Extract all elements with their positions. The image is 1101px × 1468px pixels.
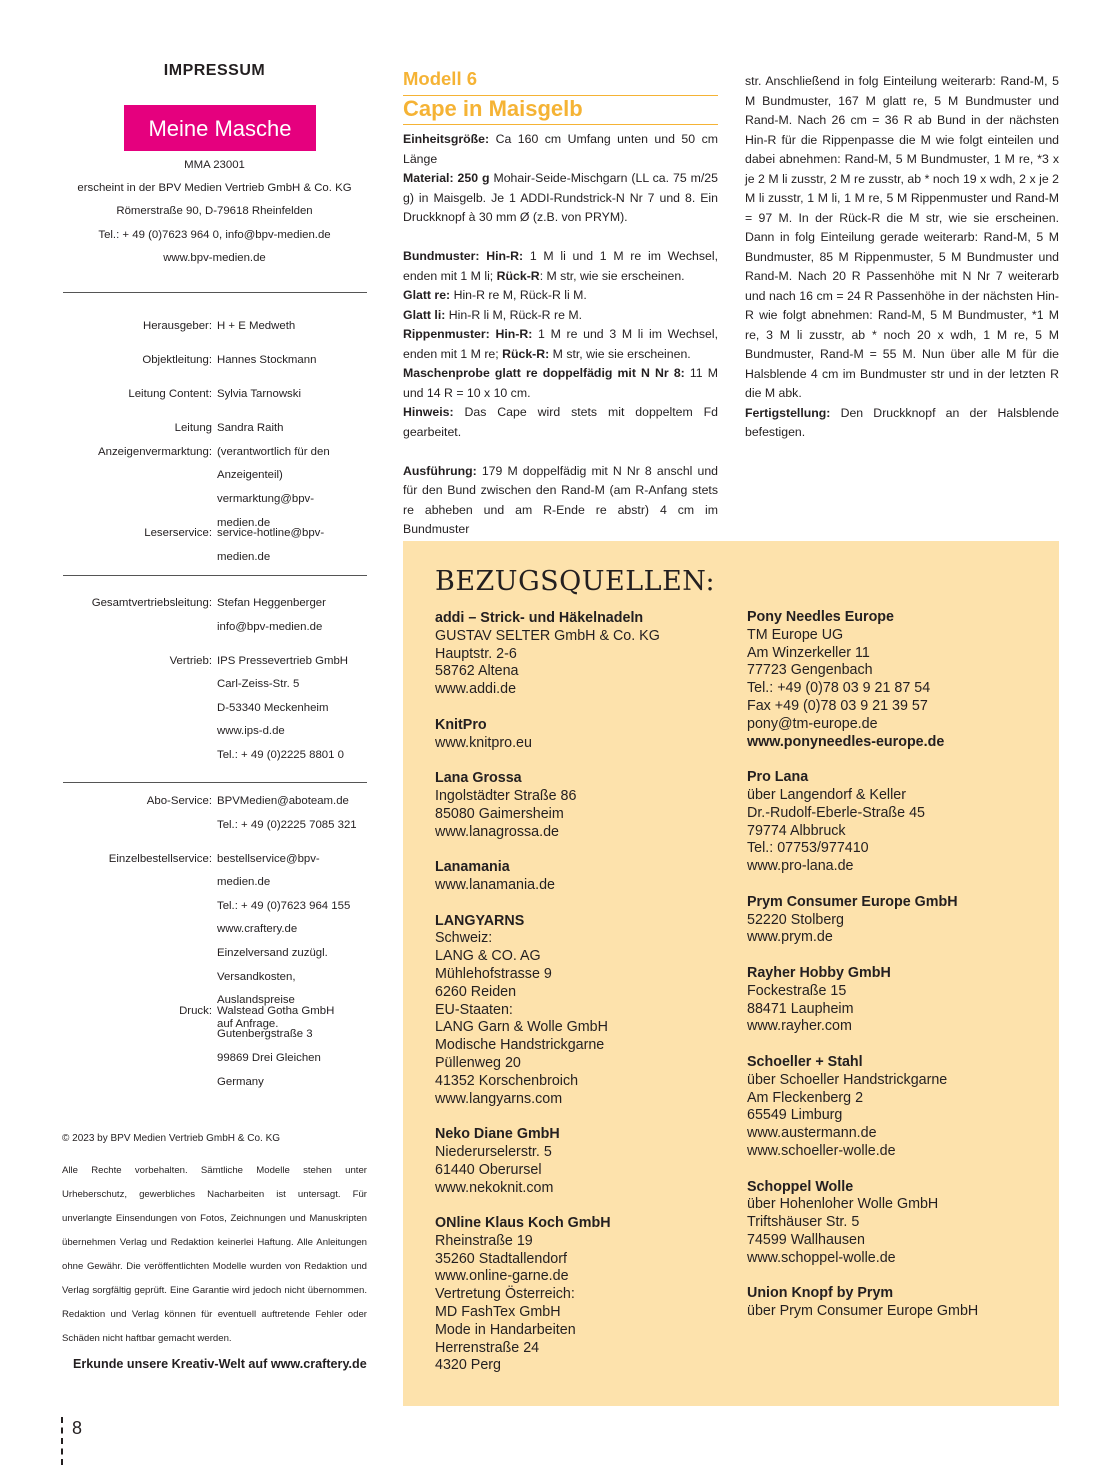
supplier-name: Pro Lana [747, 769, 809, 786]
supplier-entry [435, 913, 735, 1109]
supplier-line: über Langendorf & Keller [747, 786, 906, 803]
supplier-name: addi – Strick- und Häkelnadeln [435, 610, 644, 626]
supplier-line: EU-Staaten: [435, 1001, 513, 1018]
supplier-name: Neko Diane GmbH [435, 1126, 560, 1143]
supplier-line: Herrenstraße 24 [435, 1339, 540, 1356]
instruction-paragraph [403, 403, 718, 442]
impressum-value-line: Tel.: + 49 (0)7623 964 155 [217, 899, 351, 912]
supplier-line: Ingolstädter Straße 86 [435, 787, 577, 804]
supplier-link[interactable]: pony@tm-europe.de [747, 715, 878, 732]
impressum-value-line[interactable]: vermarktung@bpv-medien.de [217, 493, 315, 529]
supplier-line: MD FashTex GmbH [435, 1304, 561, 1321]
supplier-line: LANG Garn & Wolle GmbH [435, 1019, 608, 1036]
supplier-name: Lanamania [435, 859, 510, 876]
impressum-value-line[interactable]: bestellservice@bpv-medien.de [217, 852, 320, 889]
supplier-entry [747, 1179, 1047, 1268]
divider [63, 575, 367, 576]
impressum-value-line: Versandkosten, Auslandspreise [217, 970, 296, 1007]
supplier-line: Dr.-Rudolf-Eberle-Straße 45 [747, 804, 925, 821]
impressum-label: Gesamtvertriebsleitung: [91, 597, 212, 609]
impressum-value-line: Sylvia Tarnowski [217, 388, 301, 401]
supplier-entry [435, 859, 735, 895]
instruction-text: Den Druckknopf an der Halsblende befestigen. [745, 405, 1059, 439]
supplier-link[interactable]: www.austermann.de [747, 1125, 877, 1142]
divider [63, 782, 367, 783]
impressum-value-line: Hannes Stockmann [217, 354, 317, 367]
supplier-line: über Prym Consumer Europe GmbH [747, 1303, 979, 1320]
supplier-link[interactable]: www.lanamania.de [435, 876, 556, 893]
supplier-line: GUSTAV SELTER GmbH & Co. KG [435, 627, 660, 644]
pub-line: Römerstraße 90, D-79618 Rheinfelden [116, 205, 313, 217]
supplier-entry [747, 769, 1047, 876]
model-title: Cape in Maisgelb [403, 96, 583, 121]
supplier-name: Rayher Hobby GmbH [747, 964, 891, 981]
supplier-entry [747, 1054, 1047, 1161]
impressum-label: Herausgeber: [142, 320, 212, 332]
pub-link[interactable]: www.bpv-medien.de [163, 252, 266, 264]
impressum-value [217, 522, 367, 569]
instruction-text: 11 M und 14 R = 10 x 10 cm. [403, 366, 718, 400]
instruction-term: Rück-R [496, 268, 540, 283]
supplier-line: Tel.: +49 (0)78 03 9 21 87 54 [747, 680, 931, 697]
instruction-paragraph [745, 404, 1059, 443]
supplier-name: Schoeller + Stahl [747, 1053, 863, 1070]
instruction-text: Das Cape wird stets mit doppeltem Fd gearbeitet. [403, 405, 718, 439]
instruction-text: 1 M re und 3 M li im Wechsel, enden mit 1 M re; [403, 327, 718, 361]
impressum-value-line: Tel.: + 49 (0)2225 8801 0 [217, 749, 344, 762]
supplier-link[interactable]: www.ponyneedles-europe.de [747, 733, 945, 750]
rights-notice: Alle Rechte vorbehalten. Sämtliche Modelle stehen unter Urheberschutz, gewerbliches Nacharbeiten ist untersagt. Für unverlangte Einsendungen von Fotos, Zeichnungen und Manuskripten übernehmen Verlag und Redaktion keinerlei Haftung. Alle Anleitungen ohne Gewähr. Die veröffentlichten Modelle wurden von Redaktion und Verlag sorgfältig geprüft. Eine Garantie wird jedoch nicht übernommen. Redaktion und Verlag können für eventuell auftretende Fehler oder Schäden nicht haftbar gemacht werden. [62, 1165, 367, 1344]
instruction-text: 179 M doppelfädig mit N Nr 8 anschl und für den Bund zwischen den Rand-M (am R-Anfang stets re abheben und am R-Ende re abstr) 4 cm im Bundmuster [403, 463, 718, 536]
page-number: 8 [72, 1418, 83, 1438]
impressum-value-line: 99869 Drei Gleichen [217, 1051, 321, 1064]
sources-column-right [747, 609, 1047, 1339]
pub-line: erscheint in der BPV Medien Vertrieb GmbH & Co. KG [77, 182, 352, 194]
supplier-line: über Schoeller Handstrickgarne [747, 1071, 948, 1088]
supplier-line: 41352 Korschenbroich [435, 1072, 579, 1089]
supplier-line: 35260 Stadtallendorf [435, 1250, 567, 1267]
supplier-link[interactable]: www.schoppel-wolle.de [747, 1249, 896, 1266]
supplier-line: Modische Handstrickgarne [435, 1037, 605, 1054]
instruction-paragraph [403, 286, 718, 306]
impressum-label: Vertrieb: [169, 654, 212, 667]
impressum-value-line: (verantwortlich für den [217, 445, 330, 458]
impressum-value [217, 417, 367, 535]
supplier-line: Am Winzerkeller 11 [747, 644, 870, 661]
supplier-line: 74599 Wallhausen [747, 1231, 865, 1248]
instruction-text: Mohair-Seide-Mischgarn (LL ca. 75 m/25 g) in Maisgelb. Je 1 ADDI-Rundstrick-N Nr 7 und 8. Ein Druckknopf à 30 mm Ø (z.B. von PRYM). [403, 171, 718, 224]
sources-title: BEZUGSQUELLEN: [435, 566, 716, 597]
title-rule-bottom [403, 124, 718, 125]
supplier-line: Mühlehofstrasse 9 [435, 965, 552, 982]
instruction-paragraph [403, 306, 718, 326]
instruction-term: Material: 250 g [403, 171, 490, 185]
impressum-value-line[interactable]: www.ips-d.de [217, 725, 285, 738]
instruction-term: Maschenprobe glatt re doppelfädig mit N Nr 8: [403, 366, 685, 380]
impressum-value-line: Gutenbergstraße 3 [217, 1028, 313, 1041]
impressum-value [217, 592, 367, 639]
supplier-name: Lana Grossa [435, 770, 522, 787]
supplier-name: LANGYARNS [435, 912, 525, 929]
supplier-line: Fax +49 (0)78 03 9 21 39 57 [747, 697, 928, 714]
impressum-label: Leserservice: [144, 527, 212, 540]
instruction-text: M str, wie sie erscheinen. [549, 346, 691, 361]
impressum-title: IMPRESSUM [163, 62, 266, 79]
supplier-line: Püllenweg 20 [435, 1054, 521, 1071]
supplier-entry [747, 609, 1047, 751]
instruction-text: Hin-R re M, Rück-R li M. [450, 288, 587, 302]
instruction-term: Bundmuster: Hin-R: [403, 249, 524, 263]
sources-column-left [435, 610, 735, 1393]
supplier-line: Vertretung Österreich: [435, 1286, 575, 1303]
supplier-entry [747, 965, 1047, 1036]
instruction-term: Einheitsgröße: [403, 132, 490, 146]
supplier-line: 52220 Stolberg [747, 911, 844, 928]
supplier-entry [435, 610, 735, 699]
supplier-entry [435, 1215, 735, 1375]
impressum-value-line: auf Anfrage. [217, 1017, 279, 1030]
supplier-line: Fockestraße 15 [747, 982, 847, 999]
impressum-value [217, 1000, 367, 1094]
supplier-line: 6260 Reiden [435, 983, 517, 1000]
supplier-line: 85080 Gaimersheim [435, 805, 564, 822]
impressum-value [217, 349, 367, 373]
instruction-paragraph [403, 247, 718, 286]
impressum-value-line: Germany [217, 1075, 264, 1088]
supplier-line: über Hohenloher Wolle GmbH [747, 1196, 939, 1213]
pub-line: Tel.: + 49 (0)7623 964 0, info@bpv-medien.de [98, 229, 331, 241]
impressum-label: Objektleitung: [142, 354, 212, 367]
craftery-tagline: Erkunde unsere Kreativ-Welt auf www.craftery.de [73, 1357, 367, 1371]
impressum-value-line: D-53340 Meckenheim [217, 701, 329, 714]
instruction-term: Fertigstellung: [745, 405, 831, 420]
supplier-link[interactable]: www.lanagrossa.de [435, 823, 559, 840]
instruction-text: str. Anschließend in folg Einteilung weiterarb: Rand-M, 5 M Bundmuster, 167 M glatt re, 5 M Bundmuster und Rand-M. Nach 26 cm = 36 R ab Bund in der nächsten Hin-R für die Rippenpasse die M wie folgt einteilen und dabei abnehmen: Rand-M, 5 M Bundmuster, 1 M re, *3 x je 2 M li zusstr, 2 M re zusstr, ab * noch 19 x wdh, 2 x je 2 M li zusstr, 1 M li, 1 M re, 5 M Rippenmuster und Rand-M = 97 M. In der Rück-R die M str, wie sie erscheinen. Dann in folg Einteilung gerade weiterarb: Rand-M, 5 M Bundmuster, 85 M Rippenmuster, 5 M Bundmuster und Rand-M. Nach 20 R Passenhöhe mit N Nr 7 weiterarb und nach 16 cm = 24 R Passenhöhe in der nächsten Hin-R wie folgt abnehmen: Rand-M, 5 M Bundmuster, *1 M re, 3 M li zusstr, ab * noch 20 x wdh, 1 M re, 5 M Bundmuster, Rand-M = 55 M. Nun über alle M für die Halsblende 4 cm im Bundmuster str und in der letzten R die M abk. [745, 74, 1059, 400]
instruction-paragraph [403, 364, 718, 403]
impressum-value-line[interactable]: BPVMedien@aboteam.de [217, 795, 349, 807]
supplier-name: ONline Klaus Koch GmbH [435, 1215, 611, 1232]
supplier-line: Mode in Handarbeiten [435, 1321, 576, 1338]
supplier-link[interactable]: www.langyarns.com [435, 1090, 563, 1107]
supplier-entry [435, 717, 735, 753]
supplier-entry [435, 770, 735, 841]
supplier-link[interactable]: www.online-garne.de [435, 1268, 569, 1285]
supplier-line: 58762 Altena [435, 663, 519, 680]
supplier-link[interactable]: www.schoeller-wolle.de [747, 1142, 896, 1159]
instruction-paragraph [403, 169, 718, 228]
impressum-value-line[interactable]: info@bpv-medien.de [217, 620, 323, 633]
instruction-term: Rück-R: [502, 346, 550, 361]
supplier-name: Pony Needles Europe [747, 609, 894, 625]
supplier-name: Union Knopf by Prym [747, 1285, 894, 1302]
instruction-term: Hinweis: [403, 405, 454, 419]
supplier-link[interactable]: www.knitpro.eu [435, 734, 532, 751]
impressum-label: Leitung Content: [128, 388, 212, 401]
supplier-line: Niederurselerstr. 5 [435, 1143, 552, 1160]
impressum-label: Druck: [179, 1004, 212, 1017]
impressum-value-line: Anzeigenteil) [217, 469, 283, 482]
instruction-paragraph [403, 325, 718, 364]
impressum-value-line: Stefan Heggenberger [217, 597, 326, 609]
supplier-line: 4320 Perg [435, 1357, 501, 1374]
impressum-value [217, 315, 367, 339]
instruction-paragraph [403, 130, 718, 169]
instruction-term: Glatt re: [403, 288, 451, 302]
supplier-link[interactable]: www.rayher.com [747, 1018, 852, 1035]
supplier-line: LANG & CO. AG [435, 948, 541, 965]
supplier-link[interactable]: www.nekoknit.com [435, 1179, 554, 1196]
impressum-value-line: Walstead Gotha GmbH [217, 1004, 335, 1017]
supplier-entry [435, 1126, 735, 1197]
magazine-logo: Meine Masche [124, 105, 316, 151]
supplier-link[interactable]: www.prym.de [747, 929, 833, 946]
impressum-value [217, 383, 367, 407]
impressum-label: Einzelbestellservice: [108, 852, 212, 865]
supplier-line: 61440 Oberursel [435, 1161, 542, 1178]
supplier-line: 88471 Laupheim [747, 1000, 854, 1017]
supplier-line: Am Fleckenberg 2 [747, 1089, 864, 1106]
impressum-value-line: H + E Medweth [217, 320, 296, 332]
instruction-term: Rippenmuster: Hin-R: [403, 327, 533, 341]
instruction-paragraph [745, 72, 1059, 404]
impressum-value-line: IPS Pressevertrieb GmbH [217, 654, 349, 667]
supplier-line: TM Europe UG [747, 626, 844, 643]
impressum-label: Abo-Service: [146, 795, 212, 807]
supplier-line: 65549 Limburg [747, 1107, 843, 1124]
impressum-value-line[interactable]: www.craftery.de [217, 923, 298, 936]
supplier-entry [747, 1285, 1047, 1321]
supplier-line: Schweiz: [435, 930, 493, 947]
instruction-term: Ausführung: [403, 463, 477, 478]
impressum-value [217, 790, 367, 837]
impressum-value-line: Einzelversand zuzügl. [217, 947, 328, 960]
supplier-line: Triftshäuser Str. 5 [747, 1214, 860, 1231]
copyright: © 2023 by BPV Medien Vertrieb GmbH & Co. KG [62, 1133, 281, 1144]
supplier-entry [747, 894, 1047, 947]
supplier-link[interactable]: www.addi.de [435, 681, 517, 698]
supplier-line: Tel.: 07753/977410 [747, 840, 869, 857]
instruction-text: Ca 160 cm Umfang unten und 50 cm Länge [403, 132, 718, 166]
impressum-value-line: Carl-Zeiss-Str. 5 [217, 678, 300, 691]
supplier-name: Prym Consumer Europe GmbH [747, 893, 958, 910]
supplier-line: Hauptstr. 2-6 [435, 645, 517, 662]
model-label: Modell 6 [403, 68, 478, 89]
supplier-name: KnitPro [435, 716, 487, 733]
instruction-term: Glatt li: [403, 307, 446, 322]
instructions-column-2 [745, 72, 1059, 443]
supplier-line: 79774 Albbruck [747, 822, 846, 839]
impressum-value [217, 650, 367, 768]
pub-line: MMA 23001 [184, 159, 245, 171]
page-margin-dashes [61, 1417, 63, 1465]
supplier-name: Schoppel Wolle [747, 1178, 854, 1195]
impressum-value-line[interactable]: service-hotline@bpv-medien.de [217, 527, 325, 563]
impressum-label: Leitung Anzeigenvermarktung: [98, 422, 212, 458]
instruction-paragraph [403, 462, 718, 540]
instruction-text: 1 M li und 1 M re im Wechsel, enden mit 1 M li; [403, 249, 719, 283]
supplier-link[interactable]: www.pro-lana.de [747, 858, 854, 875]
impressum-value-line: Sandra Raith [217, 422, 284, 435]
instruction-text: : M str, wie sie erscheinen. [539, 268, 685, 283]
supplier-line: 77723 Gengenbach [747, 662, 873, 679]
supplier-line: Rheinstraße 19 [435, 1232, 533, 1249]
instructions-column-1 [403, 130, 718, 540]
impressum-value-line: Tel.: + 49 (0)2225 7085 321 [217, 818, 357, 831]
instruction-text: Hin-R li M, Rück-R re M. [445, 307, 582, 322]
divider [63, 292, 367, 293]
